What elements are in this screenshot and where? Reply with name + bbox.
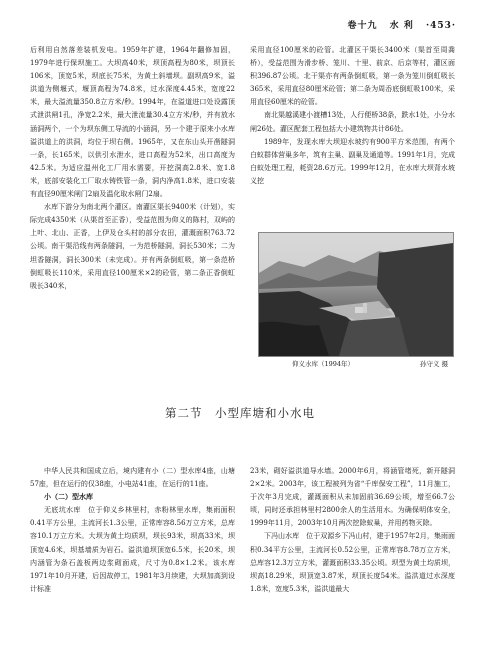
- photo-credit: 孙守义 摄: [420, 360, 449, 368]
- volume-label: 卷十九: [347, 21, 378, 31]
- subhead: 小（二）型水库: [44, 493, 93, 502]
- paragraph-text: 位于仰义乡林里村，赤粉林里水库，集雨面积0.41平方公里，主流河长1.3公里，正常库容8.56万立方米，总库容10.1万立方米。大坝为黄土均质坝，坝长93米，坝高33米，坝顶宽4.6米，坝基墙质为岩石。溢洪道坝顶宽6.5米，长20米，坝内涵管为条石盖板两边浆砌面成，尺寸为0.8×1.2米。该水库1971年10月开建，后因故停工，1981年3月续建，大坝加高到设计标准: [30, 506, 236, 593]
- paragraph: 采用直径100厘米的砼管。北灌区干渠长3400米（渠首至周喬桥），受益范围为滑步桥、笼川、十里、前京、后京等村，灌区面积396.87公顷。北干渠亦有两条倒虹吸，第一条为笼川倒虹吸长365米，采用直径80厘米砼管；第二条为周岙底倒虹吸100米，采用直径60厘米的砼管。: [250, 46, 455, 107]
- paragraph: 南北渠越溪建小渡槽13处，人行便桥38条，跌水1处，小分水闸26处。灌区配套工程包括大小建筑物共计86处。: [250, 111, 455, 133]
- paragraph-text: 位于双源乡下冯山村，建于1957年2月，集雨面积0.34平方公里，主流河长0.52公里，正常库容8.78万立方米，总库容12.3万立方米，灌溉面积33.35公顷。坝型为黄土均质坝，坝高18.29米，坝顶宽3.87米，坝顶长度54米。溢洪道过水深度1.8米，宽度5.3米，溢洪道最大: [250, 532, 455, 593]
- right-column-top: [250, 44, 455, 188]
- left-column-bottom: [30, 465, 235, 596]
- paragraph: [250, 530, 455, 595]
- right-column-bottom: [250, 465, 455, 596]
- paragraph: 水库下游分为南北两个灌区。南灌区渠长9400米（计划），实际完成4350米（从渠首至正香），受益范围为仰义的陈村，双屿的上叶、北山、正香，上伊及仓头村的部分农田，灌溉面积763.72公顷。南干渠沿线有两条隧洞，一为范桥隧洞，洞长530米；二为坦香隧洞，洞长300米（未完成）。并有两条倒虹吸，第一条范桥倒虹吸长110米，采用直径100厘米×2的砼管，第二条正香倒虹吸长340米，: [30, 203, 235, 290]
- paragraph: 1989年，发现水库大坝迎水坡约有900平方米范围，有两个白蚁群体营巢多年，筑有主巢、副巢及通道等。1991年1月，完成白蚁处理工程，耗资28.6万元。1999年12月，在水库大坝背水坡义挖: [250, 137, 455, 185]
- category-label: 水 利: [389, 21, 414, 31]
- run-in-title: 下冯山水库: [264, 532, 300, 541]
- left-column-top: [30, 44, 235, 293]
- running-header: [348, 18, 457, 31]
- page-number: ·453·: [425, 21, 456, 31]
- photo-caption: 仰义水库（1994年）: [292, 360, 355, 368]
- run-in-title: 无底坑水库: [44, 506, 81, 515]
- paragraph: 23米，砌好溢洪道导水墙。2000年6月，将涵管堵死，新开隧洞2×2米。2003年，该工程被列为省“千库保安工程”，11月施工，于次年3月完成，灌溉面积从未加固前36.69公顷，增至66.7公顷，同时还承担林里村2800余人的生活用水。为确保明体安全，1999年11月，2003年10月两次挖除蚁巢，并用药物灭除。: [250, 467, 455, 528]
- section-title: 第二节 小型库塘和小水电: [165, 406, 315, 420]
- reservoir-photo: [258, 232, 454, 357]
- paragraph: 后利用自然落差装机发电。1959年扩建，1964年翻修加固，1979年进行保坝施工。大坝高40米，坝顶高程为80米，坝顶长106米，顶宽5米，坝底长75米，为黄土斜墙坝。副坝高9米，溢洪道为侧堰式，堰顶高程为74.8米，过水深度4.45米，宽度22米，最大溢流量350.8立方米/秒。1994年，在溢道进口处设露顶式泄洪闸1孔，净宽2.2米，最大泄流量30.4立方米/秒，并有放水涵洞两个，一个为坝东侧工导流的小涵洞，另一个建于原来小水库溢洪道上的洪洞，均位于坝右侧。1965年，又在东山头开凿隧洞一条，长165米，以供引水泄水，进口高程为52米，出口高度为42.5米。为适应温州化工厂用水需要，开挖洞高2.8米、宽1.8米，底部安装化工厂取水铸铁管一条，洞内净高1.8米，进口安装有直径90厘米闸门2扇及温化取水闸门2扇。: [30, 46, 235, 199]
- paragraph: 中华人民共和国成立后，境内建有小（二）型水库4座，山塘57座，但在运行的仅38座，小电站41座，在运行的11座。: [30, 467, 235, 489]
- paragraph: [30, 504, 235, 596]
